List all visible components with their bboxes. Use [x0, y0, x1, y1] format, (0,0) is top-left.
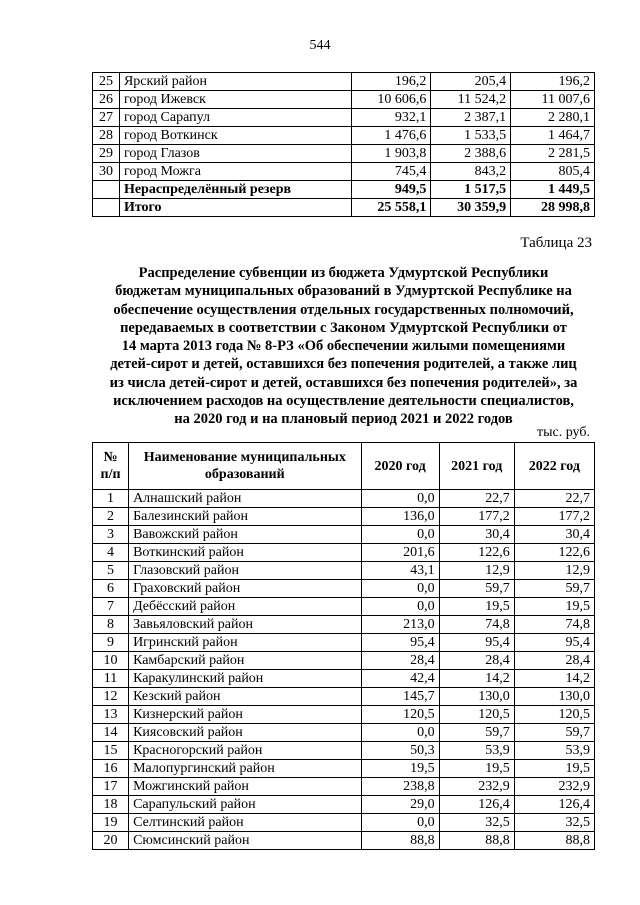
table-row	[93, 670, 595, 688]
value-2020: 0,0	[361, 490, 439, 508]
value-2022: 120,5	[514, 706, 594, 724]
header-2021: 2021 год	[439, 443, 514, 490]
subvention-table	[92, 442, 595, 850]
table-row	[93, 814, 595, 832]
row-name: Граховский район	[129, 580, 361, 598]
value-2022: 122,6	[514, 544, 594, 562]
value-2022: 95,4	[514, 634, 594, 652]
row-number: 19	[93, 814, 129, 832]
row-number: 9	[93, 634, 129, 652]
value-2021: 32,5	[439, 814, 514, 832]
value-2021: 1 533,5	[431, 127, 511, 145]
table-row	[93, 127, 595, 145]
row-number: 17	[93, 778, 129, 796]
row-number: 12	[93, 688, 129, 706]
row-number: 20	[93, 832, 129, 850]
table-row	[93, 109, 595, 127]
table-row	[93, 562, 595, 580]
row-name: город Можга	[119, 163, 351, 181]
value-2021: 130,0	[439, 688, 514, 706]
value-2020: 238,8	[361, 778, 439, 796]
value-2021: 74,8	[439, 616, 514, 634]
table-row	[93, 760, 595, 778]
value-2022: 32,5	[514, 814, 594, 832]
value-2021: 122,6	[439, 544, 514, 562]
row-name: Нераспределённый резерв	[119, 181, 351, 199]
value-2020: 0,0	[361, 598, 439, 616]
row-name: город Ижевск	[119, 91, 351, 109]
value-2022: 22,7	[514, 490, 594, 508]
table-row	[93, 163, 595, 181]
table-row	[93, 508, 595, 526]
table-heading	[92, 264, 595, 429]
table-row	[93, 73, 595, 91]
value-2022: 14,2	[514, 670, 594, 688]
value-2021: 19,5	[439, 598, 514, 616]
value-2020: 25 558,1	[351, 199, 431, 217]
row-number: 1	[93, 490, 129, 508]
row-name: Глазовский район	[129, 562, 361, 580]
row-number: 4	[93, 544, 129, 562]
row-name: Итого	[119, 199, 351, 217]
value-2021: 30 359,9	[431, 199, 511, 217]
header-number: № п/п	[93, 443, 129, 490]
value-2021: 28,4	[439, 652, 514, 670]
row-number: 8	[93, 616, 129, 634]
row-name: Алнашский район	[129, 490, 361, 508]
heading-line: Распределение субвенции из бюджета Удмуртской Республики	[138, 265, 549, 281]
table-row	[93, 490, 595, 508]
row-number: 7	[93, 598, 129, 616]
heading-line: из числа детей-сирот и детей, оставшихся без попечения родителей», за	[109, 374, 578, 391]
value-2021: 53,9	[439, 742, 514, 760]
value-2022: 28 998,8	[511, 199, 595, 217]
value-2020: 1 476,6	[351, 127, 431, 145]
value-2021: 126,4	[439, 796, 514, 814]
value-2020: 50,3	[361, 742, 439, 760]
table-row	[93, 91, 595, 109]
row-number: 28	[93, 127, 120, 145]
row-number: 26	[93, 91, 120, 109]
value-2022: 53,9	[514, 742, 594, 760]
value-2020: 42,4	[361, 670, 439, 688]
header-2022: 2022 год	[514, 443, 594, 490]
value-2021: 19,5	[439, 760, 514, 778]
row-name: Воткинский район	[129, 544, 361, 562]
value-2022: 196,2	[511, 73, 595, 91]
row-name: Каракулинский район	[129, 670, 361, 688]
value-2020: 145,7	[361, 688, 439, 706]
value-2020: 0,0	[361, 724, 439, 742]
value-2022: 19,5	[514, 598, 594, 616]
value-2020: 213,0	[361, 616, 439, 634]
row-name: Сюмсинский район	[129, 832, 361, 850]
row-number: 15	[93, 742, 129, 760]
value-2021: 177,2	[439, 508, 514, 526]
row-number: 2	[93, 508, 129, 526]
heading-line: обеспечение осуществления отдельных государственных полномочий,	[113, 301, 574, 318]
table-row	[93, 616, 595, 634]
value-2022: 2 280,1	[511, 109, 595, 127]
value-2020: 0,0	[361, 526, 439, 544]
value-2020: 88,8	[361, 832, 439, 850]
value-2022: 88,8	[514, 832, 594, 850]
heading-line: 14 марта 2013 года № 8-РЗ «Об обеспечении жилыми помещениями	[121, 338, 566, 355]
value-2021: 14,2	[439, 670, 514, 688]
value-2021: 1 517,5	[431, 181, 511, 199]
row-number: 16	[93, 760, 129, 778]
value-2020: 196,2	[351, 73, 431, 91]
value-2022: 59,7	[514, 724, 594, 742]
row-name: Камбарский район	[129, 652, 361, 670]
row-name: город Воткинск	[119, 127, 351, 145]
row-name: Сарапульский район	[129, 796, 361, 814]
row-number: 13	[93, 706, 129, 724]
unit-label: тыс. руб.	[537, 425, 590, 440]
row-name: Дебёсский район	[129, 598, 361, 616]
value-2020: 43,1	[361, 562, 439, 580]
row-number: 18	[93, 796, 129, 814]
value-2020: 136,0	[361, 508, 439, 526]
value-2021: 59,7	[439, 724, 514, 742]
table-row	[93, 832, 595, 850]
value-2020: 29,0	[361, 796, 439, 814]
row-number: 29	[93, 145, 120, 163]
row-name: Кизнерский район	[129, 706, 361, 724]
value-2022: 177,2	[514, 508, 594, 526]
table-row	[93, 724, 595, 742]
table-row	[93, 199, 595, 217]
value-2021: 205,4	[431, 73, 511, 91]
value-2022: 12,9	[514, 562, 594, 580]
value-2022: 1 464,7	[511, 127, 595, 145]
value-2021: 30,4	[439, 526, 514, 544]
table-row	[93, 580, 595, 598]
value-2022: 805,4	[511, 163, 595, 181]
value-2020: 932,1	[351, 109, 431, 127]
table-row	[93, 598, 595, 616]
value-2022: 11 007,6	[511, 91, 595, 109]
value-2022: 59,7	[514, 580, 594, 598]
value-2020: 28,4	[361, 652, 439, 670]
value-2021: 2 388,6	[431, 145, 511, 163]
row-name: Кезский район	[129, 688, 361, 706]
row-name: Киясовский район	[129, 724, 361, 742]
row-name: Балезинский район	[129, 508, 361, 526]
value-2020: 1 903,8	[351, 145, 431, 163]
heading-line: бюджетам муниципальных образований в Удмуртской Республике на	[115, 283, 572, 300]
value-2021: 59,7	[439, 580, 514, 598]
value-2021: 88,8	[439, 832, 514, 850]
value-2020: 201,6	[361, 544, 439, 562]
heading-line: на 2020 год и на плановый период 2021 и 2022 годов	[174, 411, 513, 428]
row-name: город Сарапул	[119, 109, 351, 127]
table-row	[93, 526, 595, 544]
value-2020: 949,5	[351, 181, 431, 199]
value-2020: 0,0	[361, 814, 439, 832]
row-number: 11	[93, 670, 129, 688]
value-2022: 2 281,5	[511, 145, 595, 163]
header-2020: 2020 год	[361, 443, 439, 490]
value-2021: 843,2	[431, 163, 511, 181]
value-2022: 74,8	[514, 616, 594, 634]
value-2022: 19,5	[514, 760, 594, 778]
row-number: 27	[93, 109, 120, 127]
row-name: Можгинский район	[129, 778, 361, 796]
table-row	[93, 544, 595, 562]
table-row	[93, 742, 595, 760]
row-number: 14	[93, 724, 129, 742]
value-2020: 0,0	[361, 580, 439, 598]
row-name: Вавожский район	[129, 526, 361, 544]
value-2022: 1 449,5	[511, 181, 595, 199]
row-number: 5	[93, 562, 129, 580]
value-2021: 12,9	[439, 562, 514, 580]
value-2021: 22,7	[439, 490, 514, 508]
value-2022: 30,4	[514, 526, 594, 544]
row-name: Игринский район	[129, 634, 361, 652]
heading-line: детей-сирот и детей, оставшихся без попечения родителей, а также лиц	[110, 356, 577, 373]
table-caption: Таблица 23	[520, 235, 592, 251]
value-2021: 232,9	[439, 778, 514, 796]
table-row	[93, 145, 595, 163]
value-2020: 745,4	[351, 163, 431, 181]
table-row	[93, 652, 595, 670]
row-name: Ярский район	[119, 73, 351, 91]
row-name: Малопургинский район	[129, 760, 361, 778]
row-number: 6	[93, 580, 129, 598]
table-row	[93, 796, 595, 814]
table-row	[93, 778, 595, 796]
row-name: Завьяловский район	[129, 616, 361, 634]
value-2021: 95,4	[439, 634, 514, 652]
row-name: Красногорский район	[129, 742, 361, 760]
row-name: город Глазов	[119, 145, 351, 163]
value-2022: 28,4	[514, 652, 594, 670]
row-number: 25	[93, 73, 120, 91]
value-2022: 232,9	[514, 778, 594, 796]
heading-line: передаваемых в соответствии с Законом Удмуртской Республики от	[120, 319, 567, 336]
row-number	[93, 181, 120, 199]
value-2021: 120,5	[439, 706, 514, 724]
table-row	[93, 706, 595, 724]
row-number: 3	[93, 526, 129, 544]
table-row	[93, 181, 595, 199]
heading-line: исключением расходов на осуществление деятельности специалистов,	[113, 393, 574, 410]
table-row	[93, 634, 595, 652]
table-header-row	[93, 443, 595, 490]
page-number: 544	[309, 38, 331, 53]
row-number: 10	[93, 652, 129, 670]
row-name: Селтинский район	[129, 814, 361, 832]
value-2020: 95,4	[361, 634, 439, 652]
header-name: Наименование муниципальных образований	[129, 443, 361, 490]
row-number	[93, 199, 120, 217]
value-2022: 130,0	[514, 688, 594, 706]
value-2020: 120,5	[361, 706, 439, 724]
value-2020: 19,5	[361, 760, 439, 778]
table-row	[93, 688, 595, 706]
continuation-table	[92, 72, 595, 217]
value-2021: 11 524,2	[431, 91, 511, 109]
value-2022: 126,4	[514, 796, 594, 814]
row-number: 30	[93, 163, 120, 181]
value-2020: 10 606,6	[351, 91, 431, 109]
value-2021: 2 387,1	[431, 109, 511, 127]
